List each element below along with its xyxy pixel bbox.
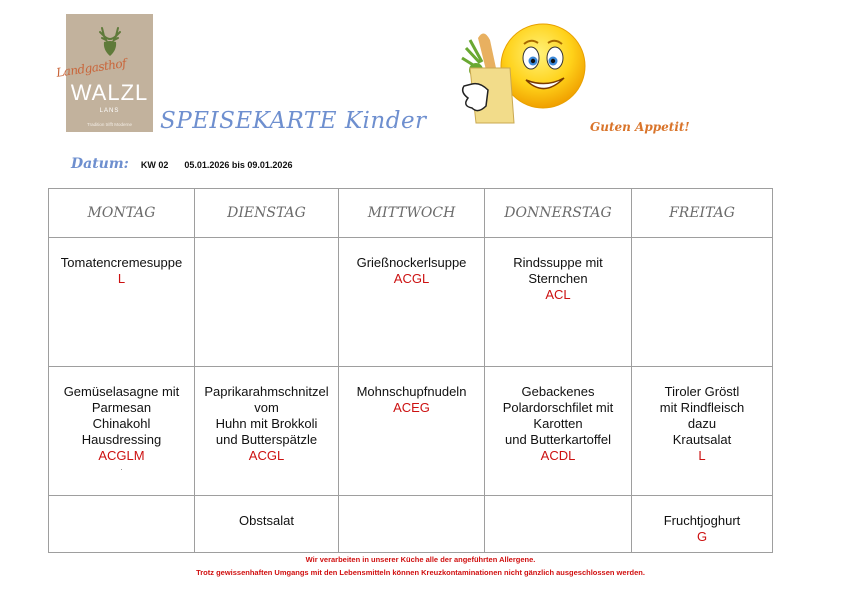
allergen-codes: ACDL [540, 448, 576, 463]
day-header-thursday: DONNERSTAG [485, 189, 632, 238]
weekly-menu-table [48, 188, 773, 553]
dish-line: Karotten [533, 416, 583, 431]
menu-cell [49, 238, 195, 367]
page-title: SPEISEKARTE Kinder [160, 108, 427, 134]
allergen-codes: L [117, 271, 126, 286]
menu-cell-empty [195, 238, 339, 367]
dish-line: Sternchen [528, 271, 588, 286]
day-header-tuesday: DIENSTAG [195, 189, 339, 238]
dish-line: Paprikarahmschnitzel [204, 384, 329, 399]
allergen-codes: ACL [545, 287, 571, 302]
logo-name: WALZL [70, 80, 149, 105]
dish-line: Chinakohl [92, 416, 151, 431]
stray-dot: . [120, 463, 123, 472]
dish-line: Huhn mit Brokkoli [215, 416, 318, 431]
logo-location: LANS [99, 108, 120, 114]
menu-cell [339, 367, 485, 496]
dish-line: Parmesan [91, 400, 152, 415]
day-header-row [49, 189, 773, 238]
calendar-week: KW 02 [140, 160, 169, 170]
menu-cell-empty [632, 238, 773, 367]
menu-cell [632, 367, 773, 496]
allergen-disclaimer: Wir verarbeiten in unserer Küche alle der angeführten Allergene. [305, 555, 536, 564]
dish-line: Mohnschupfnudeln [356, 384, 467, 399]
restaurant-logo [55, 14, 153, 132]
dish-line: Polardorschfilet mit [502, 400, 614, 415]
allergen-codes: G [696, 529, 708, 544]
menu-cell [195, 367, 339, 496]
smiley-with-grocery-bag-icon [458, 18, 593, 133]
allergen-codes: ACEG [393, 400, 430, 415]
menu-cell-empty [49, 496, 195, 553]
menu-cell [339, 238, 485, 367]
dish-line: dazu [687, 416, 717, 431]
dish-line: Fruchtjoghurt [663, 513, 741, 528]
dish-line: Hausdressing [81, 432, 162, 447]
dish-line: und Butterkartoffel [505, 432, 611, 447]
date-label: Datum: [71, 156, 129, 172]
cross-contamination-disclaimer: Trotz gewissenhaften Umgangs mit den Lebensmitteln können Kreuzkontaminationen nicht gänzlich ausgeschlossen werden. [196, 568, 645, 577]
allergen-codes: ACGL [393, 271, 430, 286]
menu-cell [632, 496, 773, 553]
dish-line: mit Rindfleisch [659, 400, 745, 415]
soup-row [49, 238, 773, 367]
day-header-wednesday: MITTWOCH [339, 189, 485, 238]
dish-line: Tiroler Gröstl [664, 384, 740, 399]
menu-cell [195, 496, 339, 553]
dish-line: und Butterspätzle [215, 432, 318, 447]
menu-cell [485, 238, 632, 367]
dish-line: Krautsalat [672, 432, 732, 447]
menu-cell [49, 367, 195, 496]
date-row [71, 156, 292, 172]
dish-line: vom [254, 400, 279, 415]
day-header-friday: FREITAG [632, 189, 773, 238]
dish-line: Gemüselasagne mit [63, 384, 180, 399]
logo-script-text: Landgasthof [55, 56, 127, 80]
main-course-row [49, 367, 773, 496]
dish-line: Tomatencremesuppe [60, 255, 183, 270]
dish-line: Rindssuppe mit [513, 255, 603, 270]
dish-line: Grießnockerlsuppe [356, 255, 467, 270]
dish-line: Obstsalat [239, 513, 294, 528]
menu-cell [485, 367, 632, 496]
greeting-text: Guten Appetit! [590, 120, 690, 134]
allergen-codes: ACGLM [98, 448, 145, 463]
allergen-codes: ACGL [248, 448, 285, 463]
allergen-codes: L [698, 448, 706, 463]
logo-tagline: Tradition trifft Moderne [86, 122, 133, 127]
menu-cell-empty [485, 496, 632, 553]
day-header-monday: MONTAG [49, 189, 195, 238]
dish-line: Gebackenes [521, 384, 595, 399]
menu-cell-empty [339, 496, 485, 553]
dessert-row [49, 496, 773, 553]
date-range: 05.01.2026 bis 09.01.2026 [184, 160, 293, 170]
